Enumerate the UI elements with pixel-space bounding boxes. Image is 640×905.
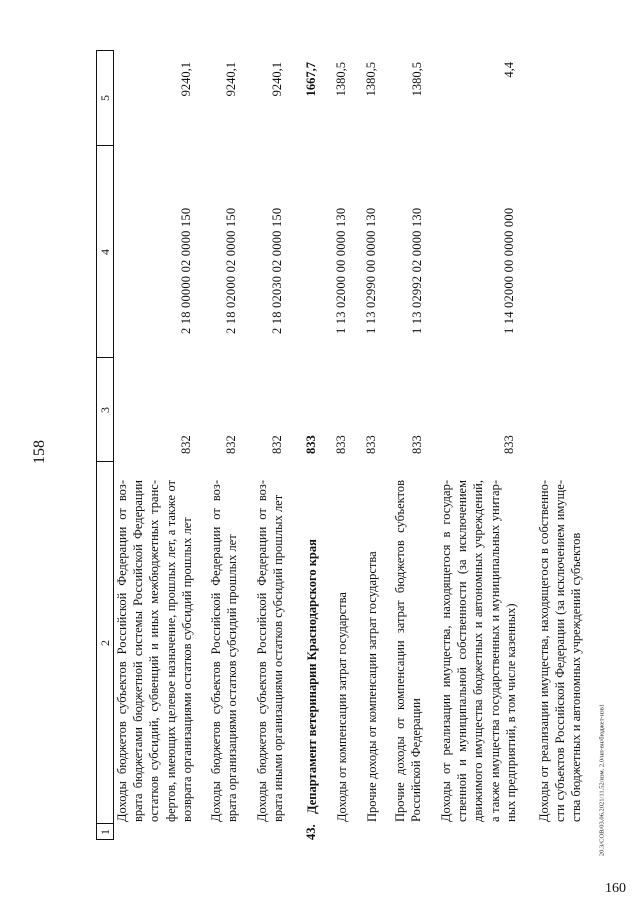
row-description: Доходы бюджетов субъектов Российской Федерации от возврата организациями остатков субсидий прошлых лет: [209, 480, 240, 822]
row-admin-code: 832: [270, 435, 284, 454]
row-admin-code: 833: [304, 435, 318, 454]
row-amount: 1667,7: [304, 62, 318, 97]
row-admin-code: 832: [224, 435, 238, 454]
row-budget-code: 1 13 02000 00 0000 130: [334, 207, 348, 334]
row-admin-code: 833: [410, 435, 424, 454]
row-budget-code: 1 13 02992 02 0000 130: [410, 207, 424, 334]
page-number-bottom: 160: [605, 881, 626, 896]
document-code: 20.3/СОВ/03.06.2021/11.52/изм. 2.0/нп-вн/бюджет-нзв1: [598, 703, 606, 857]
col-header-5: 5: [98, 95, 112, 101]
row-description: Доходы от реализации имущества, находящегося в собственности субъектов Российской Федерации (за исключением имущества бюджетных и автономных учреждений субъектов: [537, 480, 584, 822]
row-admin-code: 833: [334, 435, 348, 454]
row-description: Прочие доходы от компенсации затрат бюджетов субъектов Российской Федерации: [393, 480, 424, 822]
row-admin-code: 832: [179, 435, 193, 454]
row-amount: 9240,1: [224, 62, 238, 97]
row-number: 43.: [304, 824, 318, 840]
table-header: [96, 50, 114, 840]
row-amount: 9240,1: [270, 62, 284, 97]
row-budget-code: 1 13 02990 00 0000 130: [364, 207, 378, 334]
row-amount: 1380,5: [334, 62, 348, 97]
row-description: Прочие доходы от компенсации затрат государства: [365, 551, 379, 822]
col-header-4: 4: [98, 249, 112, 255]
col-header-1: 1: [98, 829, 112, 835]
row-budget-code: 1 14 02000 00 0000 000: [502, 207, 516, 334]
row-budget-code: 2 18 00000 02 0000 150: [179, 207, 193, 334]
row-amount: 1380,5: [410, 62, 424, 97]
rotated-table: [96, 50, 601, 840]
col-header-2: 2: [98, 640, 112, 646]
row-admin-code: 833: [364, 435, 378, 454]
row-description: Доходы от компенсации затрат государства: [335, 592, 349, 822]
row-amount: 4,4: [502, 62, 516, 78]
row-budget-code: 2 18 02000 02 0000 150: [224, 207, 238, 334]
row-description: Доходы бюджетов субъектов Российской Федерации от возврата иными организациями остатков субсидий прошлых лет: [255, 480, 286, 822]
col-header-3: 3: [98, 407, 112, 413]
row-admin-code: 833: [502, 435, 516, 454]
page-number-top: 158: [31, 440, 48, 464]
row-budget-code: 2 18 02030 02 0000 150: [270, 207, 284, 334]
row-amount: 9240,1: [179, 62, 193, 97]
row-description: Доходы бюджетов субъектов Российской Федерации от возврата бюджетами бюджетной системы Российской Федерации остатков субсидий, субвенций и иных межбюджетных трансфертов, имеющих целевое назначение, прошлых лет, а также от возврата организациями остатков субсидий прошлых лет: [115, 480, 194, 822]
row-amount: 1380,5: [364, 62, 378, 97]
row-description: Доходы от реализации имущества, находящегося в государственной и муниципальной собственности (за исключением движимого имущества бюджетных и автономных учреждений, а также имущества государственных и муниципальных унитарных предприятий, в том числе казенных): [439, 480, 518, 822]
department-title: Департамент ветеринарии Краснодарского края: [305, 539, 319, 814]
